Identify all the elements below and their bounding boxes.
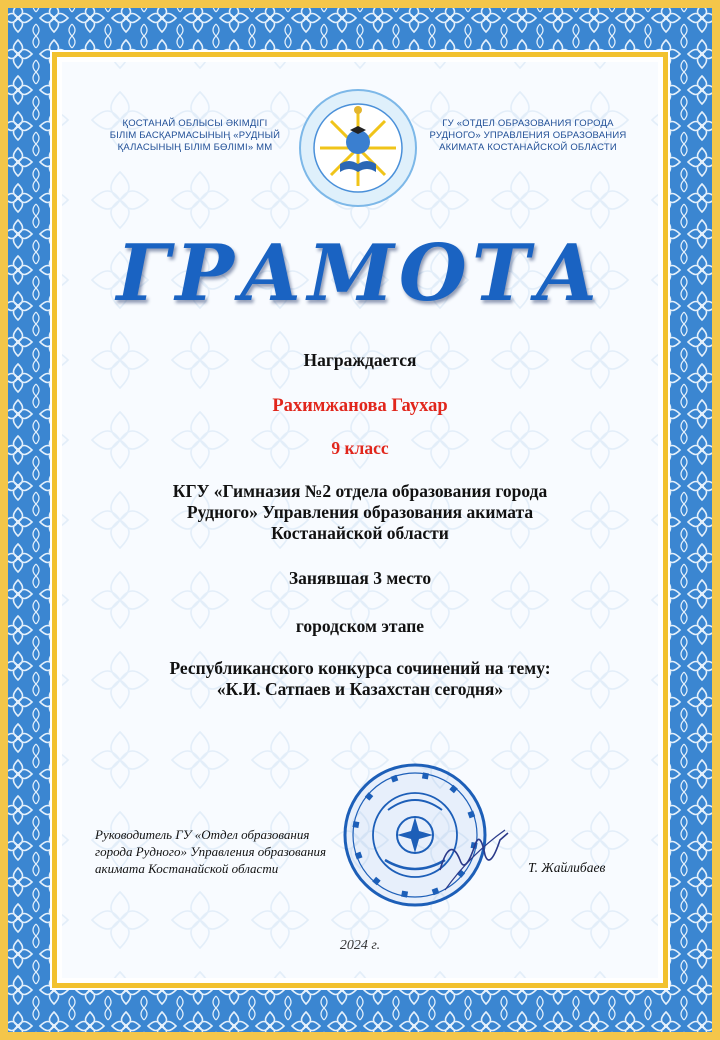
certificate-title: ГРАМОТА [116, 228, 604, 319]
recipient-grade: 9 класс [331, 438, 389, 458]
contest-line: «К.И. Сатпаев и Казахстан сегодня» [216, 679, 504, 699]
recipient-name: Рахимжанова Гаухар [272, 396, 448, 416]
contest-name [90, 658, 630, 700]
signatory-position-line: города Рудного» Управления образования [95, 844, 327, 859]
signatory-position [95, 826, 326, 877]
stage-text: городском этапе [295, 616, 425, 636]
awarded-label: Награждается [303, 350, 417, 370]
header-right-line: АКИМАТА КОСТАНАЙСКОЙ ОБЛАСТИ [439, 142, 617, 153]
header-left-line: БІЛІМ БАСҚАРМАСЫНЫҢ «РУДНЫЙ [109, 130, 281, 141]
header-left-line: ҚАЛАСЫНЫҢ БІЛІМ БӨЛІМІ» ММ [117, 142, 273, 153]
header-right-line: ГУ «ОТДЕЛ ОБРАЗОВАНИЯ ГОРОДА [442, 118, 614, 129]
school-line: КГУ «Гимназия №2 отдела образования города [172, 481, 548, 501]
header-right-line: РУДНОГО» УПРАВЛЕНИЯ ОБРАЗОВАНИЯ [429, 130, 627, 141]
school-name [90, 481, 630, 544]
header-left-line: ҚОСТАНАЙ ОБЛЫСЫ ӘКІМДІГІ [122, 118, 268, 129]
issue-year: 2024 г. [339, 938, 381, 953]
education-emblem-icon [298, 88, 418, 208]
signatory-name: Т. Жайлибаев [528, 860, 606, 875]
contest-line: Республиканского конкурса сочинений на тему: [169, 658, 551, 678]
signatory-position-line: Руководитель ГУ «Отдел образования [95, 827, 310, 842]
handwritten-signature-icon [420, 815, 520, 895]
signatory-position-line: акимата Костанайской области [95, 861, 279, 876]
header-left-organization [95, 118, 295, 154]
place-text: Занявшая 3 место [288, 568, 432, 588]
school-line: Костанайской области [271, 523, 449, 543]
header-right-organization [428, 118, 628, 154]
school-line: Рудного» Управления образования акимата [186, 502, 534, 522]
